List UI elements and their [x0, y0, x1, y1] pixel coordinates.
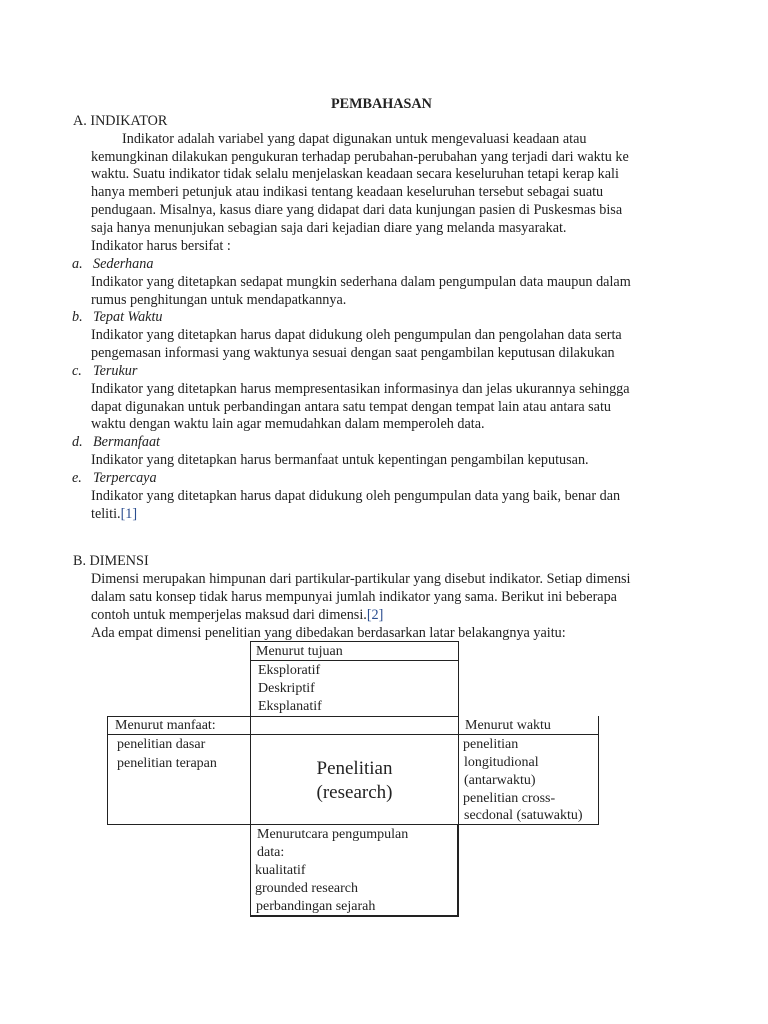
- citation-link[interactable]: [1]: [120, 506, 138, 522]
- section-a-paragraph-line: hanya memberi petunjuk atau indikasi tentang keadaan keseluruhan tersebut sebagai suatu: [91, 184, 604, 200]
- section-a-paragraph-line: waktu. Suatu indikator tidak selalu menjelaskan keadaan secara keseluruhan tetapi kerap kali: [91, 166, 619, 182]
- diagram-left-header: Menurut manfaat:: [115, 718, 216, 733]
- list-item-text: waktu dengan waktu lain agar memudahkan dalam memperoleh data.: [91, 416, 485, 432]
- diagram-right-header: Menurut waktu: [465, 718, 551, 733]
- list-item-text-last: [91, 505, 137, 523]
- section-b-paragraph-line: Dimensi merupakan himpunan dari partikular-partikular yang disebut indikator. Setiap dimensi: [91, 571, 631, 587]
- section-a-paragraph-line: pendugaan. Misalnya, kasus diare yang didapat dari data kunjungan pasien di Puskesmas bisa: [91, 202, 623, 218]
- diagram-top-header: Menurut tujuan: [256, 644, 343, 659]
- diagram-bottom-header: Menurutcara pengumpulan: [257, 827, 409, 842]
- diagram-right-item: penelitian: [463, 737, 519, 752]
- list-marker: e.: [72, 470, 82, 486]
- diagram-right-item: (antarwaktu): [464, 773, 536, 788]
- list-marker: c.: [72, 363, 82, 379]
- section-a-paragraph-line: kemungkinan dilakukan pengukuran terhadap perubahan-perubahan yang terjadi dari waktu ke: [91, 149, 629, 165]
- page-title: PEMBAHASAN: [331, 96, 432, 112]
- diagram-bottom-item: kualitatif: [255, 863, 306, 878]
- citation-link[interactable]: [2]: [366, 607, 384, 623]
- diagram-top-item: Deskriptif: [258, 681, 315, 696]
- list-marker: d.: [72, 434, 83, 450]
- diagram-center-line: Penelitian: [316, 758, 393, 779]
- diagram-top-item: Eksplanatif: [258, 699, 322, 714]
- diagram-bottom-header: data:: [257, 845, 285, 860]
- section-a-heading: A. INDIKATOR: [73, 113, 168, 129]
- diagram-left-item: penelitian dasar: [117, 737, 206, 752]
- section-b-paragraph-last: [91, 606, 383, 624]
- list-item-text: Indikator yang ditetapkan harus bermanfaat untuk kepentingan pengambilan keputusan.: [91, 452, 589, 468]
- section-a-intro: Indikator harus bersifat :: [91, 238, 231, 254]
- diagram-bottom-item: perbandingan sejarah: [256, 899, 376, 914]
- list-item-text: teliti.: [91, 506, 121, 522]
- diagram-right-item: secdonal (satuwaktu): [464, 808, 583, 823]
- diagram-top-item: Eksploratif: [258, 663, 321, 678]
- list-item-label: Terpercaya: [93, 470, 157, 486]
- section-b-paragraph-line: dalam satu konsep tidak harus mempunyai jumlah indikator yang sama. Berikut ini beberapa: [91, 589, 617, 605]
- diagram-right-item: longitudional: [464, 755, 539, 770]
- section-a-paragraph-line: saja hanya menunjukan sebagian saja dari kejadian diare yang melanda masyarakat.: [91, 220, 567, 236]
- diagram-bottom-item: grounded research: [255, 881, 359, 896]
- section-a-paragraph-line: Indikator adalah variabel yang dapat digunakan untuk mengevaluasi keadaan atau: [122, 131, 587, 147]
- list-item-label: Bermanfaat: [93, 434, 160, 450]
- list-item-label: Sederhana: [93, 256, 154, 272]
- diagram-left-item: penelitian terapan: [117, 756, 217, 771]
- section-b-paragraph-line: contoh untuk memperjelas maksud dari dimensi.: [91, 607, 367, 623]
- diagram-center-line: (research): [316, 782, 393, 803]
- diagram-center-label: [250, 757, 459, 805]
- list-item-text: Indikator yang ditetapkan sedapat mungkin sederhana dalam pengumpulan data maupun dalam: [91, 274, 631, 290]
- list-item-label: Terukur: [93, 363, 138, 379]
- list-item-text: Indikator yang ditetapkan harus mempresentasikan informasinya dan jelas ukurannya sehingga: [91, 381, 630, 397]
- diagram-center-header-divider: [250, 716, 459, 735]
- list-marker: b.: [72, 309, 83, 325]
- list-item-text: Indikator yang ditetapkan harus dapat didukung oleh pengumpulan dan pengolahan data serta: [91, 327, 622, 343]
- list-item-label: Tepat Waktu: [93, 309, 163, 325]
- list-item-text: Indikator yang ditetapkan harus dapat didukung oleh pengumpulan data yang baik, benar dan: [91, 488, 621, 504]
- list-item-text: pengemasan informasi yang waktunya sesuai dengan saat pengambilan keputusan dilakukan: [91, 345, 615, 361]
- list-item-text: dapat digunakan untuk perbandingan antara satu tempat dengan tempat lain atau antara satu: [91, 399, 612, 415]
- list-item-text: rumus penghitungan untuk mendapatkannya.: [91, 292, 347, 308]
- section-b-intro: Ada empat dimensi penelitian yang dibedakan berdasarkan latar belakangnya yaitu:: [91, 625, 566, 641]
- section-b-heading: B. DIMENSI: [73, 553, 149, 569]
- list-marker: a.: [72, 256, 83, 272]
- diagram-right-item: penelitian cross-: [463, 791, 556, 806]
